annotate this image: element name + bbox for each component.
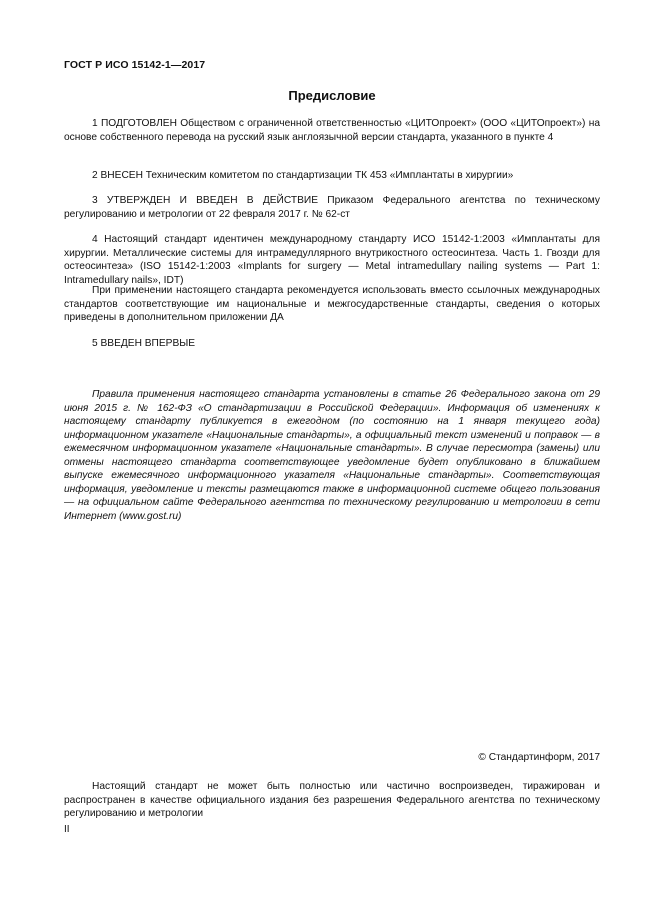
paragraph-approved: 3 УТВЕРЖДЕН И ВВЕДЕН В ДЕЙСТВИЕ Приказом Федерального агентства по техническому регулированию и метрологии от 22 февраля 2017 г. № 62-ст [64, 195, 600, 220]
paragraph-identical-standard: 4 Настоящий стандарт идентичен международному стандарту ИСО 15142-1:2003 «Имплантаты для хирургии. Металлические системы для интрамедуллярного внутрикостного остеосинтеза. Часть 1. Гвозди для остеосинтеза» (ISO 15142-1:2003 «Implants for surgery — Metal intramedullary nailing systems — Part 1: Intramedullary nails», IDT) [64, 234, 600, 286]
document-code: ГОСТ Р ИСО 15142-1—2017 [64, 59, 206, 71]
paragraph-introduced-by: 2 ВНЕСЕН Техническим комитетом по стандартизации ТК 453 «Имплантаты в хирургии» [92, 170, 514, 181]
paragraph-application-rules: Правила применения настоящего стандарта установлены в статье 26 Федерального закона от 29 июня 2015 г. № 162-ФЗ «О стандартизации в Российской Федерации». Информация об изменениях к настоящему стандарту публикуется в ежегодном (по состоянию на 1 января текущего года) информационном указателе «Национальные стандарты», а официальный текст изменений и поправок — в ежемесячном информационном указателе «Национальные стандарты». В случае пересмотра (замены) или отмены настоящего стандарта соответствующее уведомление будет опубликовано в ближайшем выпуске ежемесячного информационного указателя «Национальные стандарты». Соответствующая информация, уведомление и тексты размещаются также в информационной системе общего пользования — на официальном сайте Федерального агентства по техническому регулированию и метрологии в сети Интернет (www.gost.ru) [64, 389, 600, 522]
paragraph-references-note: При применении настоящего стандарта рекомендуется использовать вместо ссылочных международных стандартов соответствующие им национальные и межгосударственные стандарты, сведения о которых приведены в дополнительном приложении ДА [64, 285, 600, 323]
copyright: © Стандартинформ, 2017 [478, 752, 600, 763]
paragraph-first-introduced: 5 ВВЕДЕН ВПЕРВЫЕ [92, 338, 196, 349]
page-number: II [64, 824, 70, 835]
page-title: Предисловие [288, 88, 376, 103]
paragraph-prepared-by: 1 ПОДГОТОВЛЕН Обществом с ограниченной ответственностью «ЦИТОпроект» (ООО «ЦИТОпроект») на основе собственного перевода на русский язык англоязычной версии стандарта, указанного в пункте 4 [64, 118, 600, 143]
copyright-notice: Настоящий стандарт не может быть полностью или частично воспроизведен, тиражирован и распространен в качестве официального издания без разрешения Федерального агентства по техническому регулированию и метрологии [64, 781, 600, 819]
